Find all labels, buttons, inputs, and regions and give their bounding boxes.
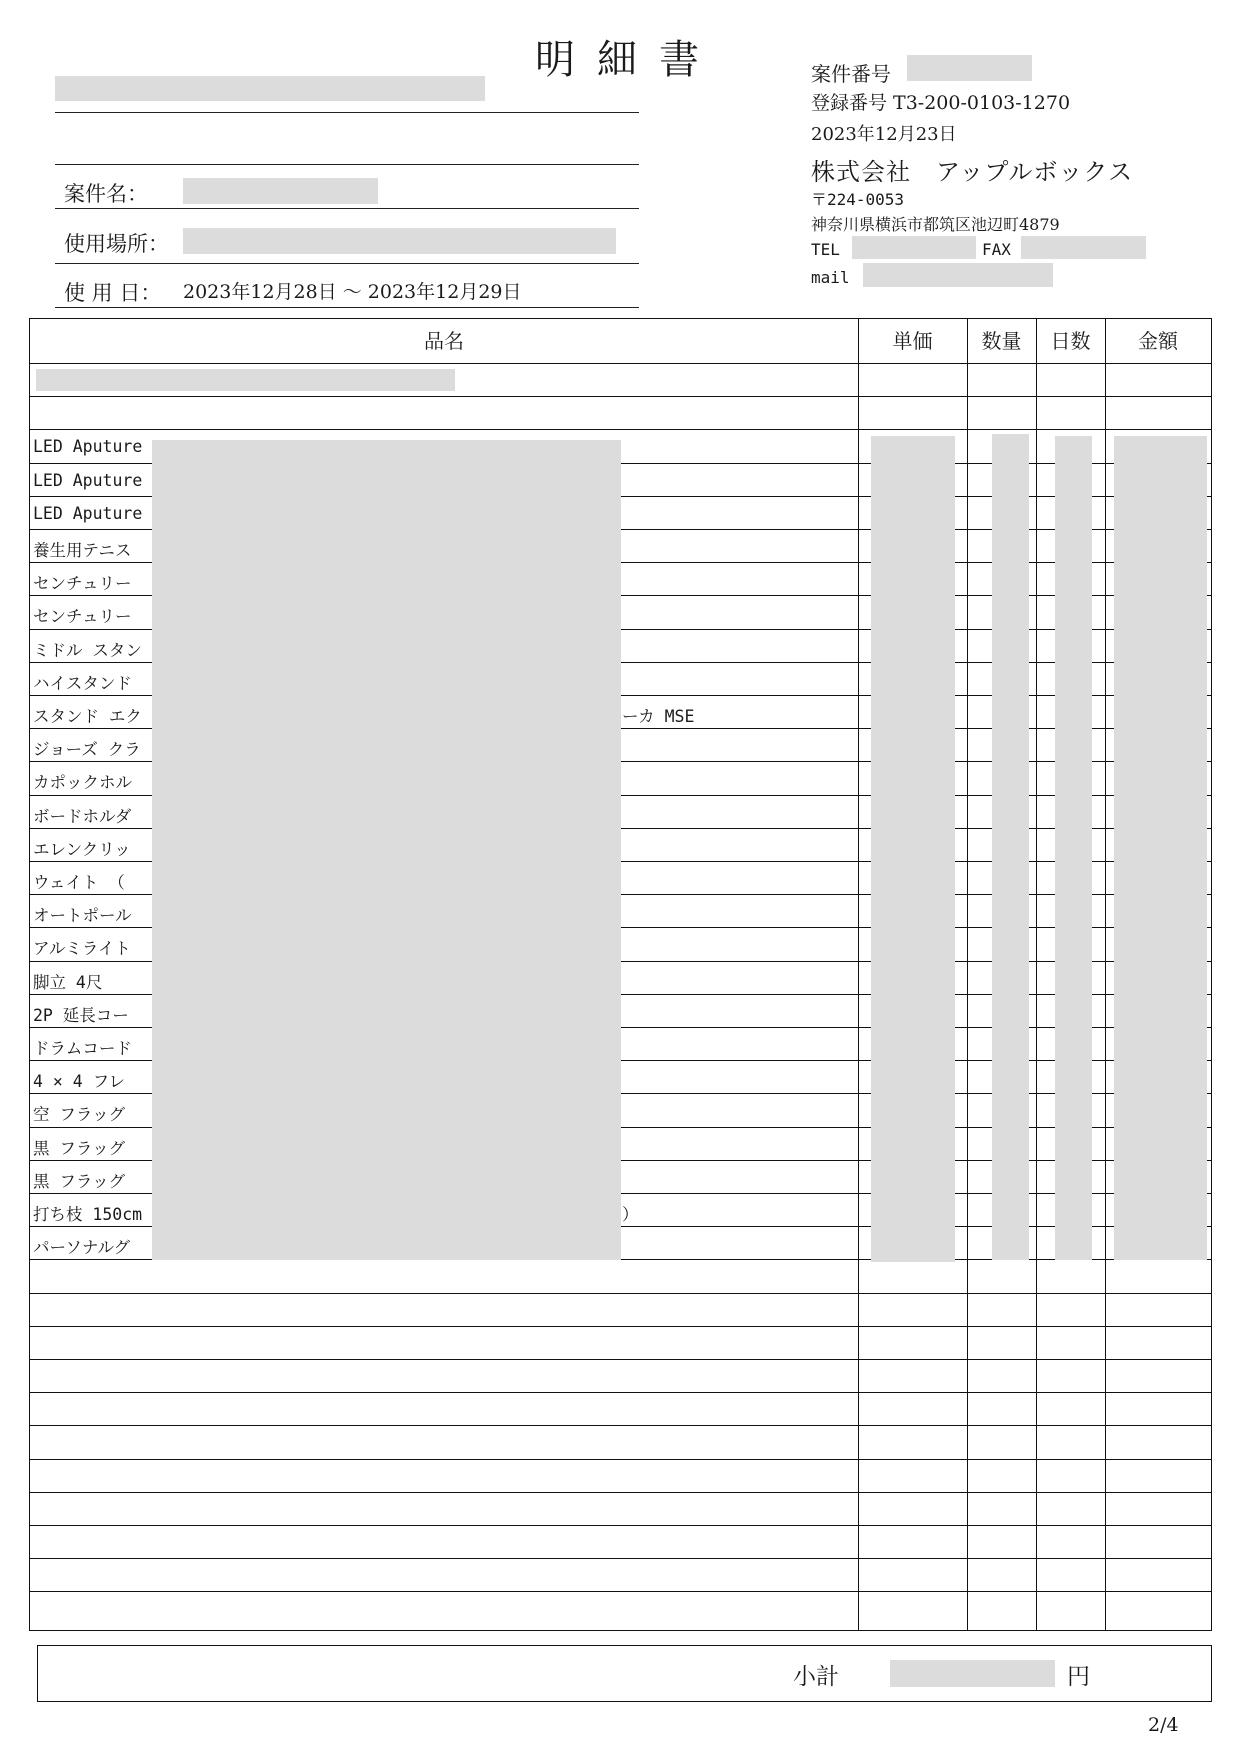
company-name: 株式会社 アップルボックス	[811, 158, 1134, 186]
item-name: パーソナルグ	[33, 1238, 131, 1258]
item-name: ボードホルダ	[33, 806, 132, 826]
fax-label: FAX	[982, 240, 1011, 259]
item-name: エレンクリッ	[33, 839, 131, 859]
item-name: ジョーズ クラ	[33, 740, 141, 760]
usage-date-label: 使 用 日：	[64, 281, 162, 305]
item-name: ハイスタンド	[33, 673, 132, 693]
divider	[55, 263, 639, 264]
location-label: 使用場所：	[64, 232, 169, 256]
column-header-item: 品名	[424, 329, 464, 353]
company-address: 神奈川県横浜市都筑区池辺町4879	[811, 215, 1060, 234]
divider	[55, 307, 639, 308]
item-name: 2P 延長コー	[33, 1005, 129, 1025]
table-row	[30, 1293, 1211, 1326]
item-name: LED Aputure	[33, 437, 143, 457]
item-name: LED Aputure	[33, 470, 143, 490]
redacted-item-names	[152, 440, 621, 1260]
redacted-table-heading	[36, 369, 455, 391]
table-row	[30, 1326, 1211, 1359]
table-row	[30, 1425, 1211, 1458]
redacted-quantities	[992, 434, 1029, 1260]
item-name: ミドル スタン	[33, 640, 142, 660]
divider	[55, 164, 639, 165]
redacted-subtotal	[890, 1660, 1055, 1687]
column-header-quantity: 数量	[981, 329, 1022, 353]
divider	[55, 208, 639, 209]
redacted-mail	[863, 263, 1053, 287]
item-name: スタンド エク	[33, 707, 142, 726]
item-name: LED Aputure	[33, 503, 143, 523]
registration-number: 登録番号 T3-200-0103-1270	[811, 92, 1071, 114]
postal-code: 〒224-0053	[811, 190, 905, 209]
redacted-unit-prices	[871, 436, 955, 1262]
table-row	[30, 396, 1211, 429]
subtotal-box	[37, 1645, 1212, 1702]
item-name-tail: ーカ MSE	[622, 707, 695, 726]
redacted-case-number	[907, 55, 1032, 81]
document-title: 明細書	[535, 37, 721, 83]
details-table	[29, 318, 1212, 1631]
table-row	[30, 1558, 1211, 1591]
table-row	[30, 1359, 1211, 1392]
redacted-tel	[852, 236, 976, 259]
item-name: 黒 フラッグ	[33, 1138, 126, 1158]
item-name: ドラムコード	[33, 1039, 132, 1058]
redacted-days	[1055, 436, 1092, 1260]
redacted-project-name	[183, 178, 378, 204]
issue-date: 2023年12月23日	[811, 124, 957, 145]
table-row	[30, 1591, 1211, 1624]
item-name: オートポール	[33, 906, 132, 926]
item-name: ウェイト （	[33, 873, 125, 892]
item-name-tail: ）	[622, 1205, 639, 1224]
divider	[55, 112, 639, 113]
item-name: アルミライト	[33, 939, 131, 959]
column-header-amount: 金額	[1138, 329, 1178, 353]
item-name: センチュリー	[33, 607, 132, 627]
redacted-location	[183, 228, 616, 254]
redacted-fax	[1021, 236, 1146, 259]
usage-date-value: 2023年12月28日 〜 2023年12月29日	[183, 281, 522, 303]
item-name: カポックホル	[33, 773, 132, 793]
subtotal-unit: 円	[1067, 1664, 1090, 1690]
item-name: 養生用テニス	[33, 541, 132, 560]
item-name: 空 フラッグ	[33, 1105, 126, 1125]
table-row	[30, 1392, 1211, 1425]
project-name-label: 案件名：	[64, 182, 148, 206]
column-header-days: 日数	[1050, 329, 1091, 353]
table-row	[30, 1259, 1211, 1292]
case-number-label: 案件番号	[811, 62, 891, 86]
item-name: 脚立 4尺	[33, 972, 103, 992]
redacted-client-name	[55, 76, 485, 101]
table-row	[30, 1459, 1211, 1492]
item-name: 打ち枝 150cm	[33, 1205, 143, 1224]
table-row	[30, 1492, 1211, 1525]
subtotal-label: 小計	[793, 1664, 839, 1690]
mail-label: mail	[811, 268, 850, 287]
redacted-amounts	[1114, 436, 1207, 1260]
page-number: 2/4	[1148, 1714, 1179, 1736]
table-row	[30, 1525, 1211, 1558]
item-name: センチュリー	[33, 574, 132, 594]
item-name: 4 × 4 フレ	[33, 1072, 125, 1092]
column-header-unit-price: 単価	[892, 329, 933, 353]
item-name: 黒 フラッグ	[33, 1171, 126, 1191]
tel-label: TEL	[811, 240, 840, 259]
